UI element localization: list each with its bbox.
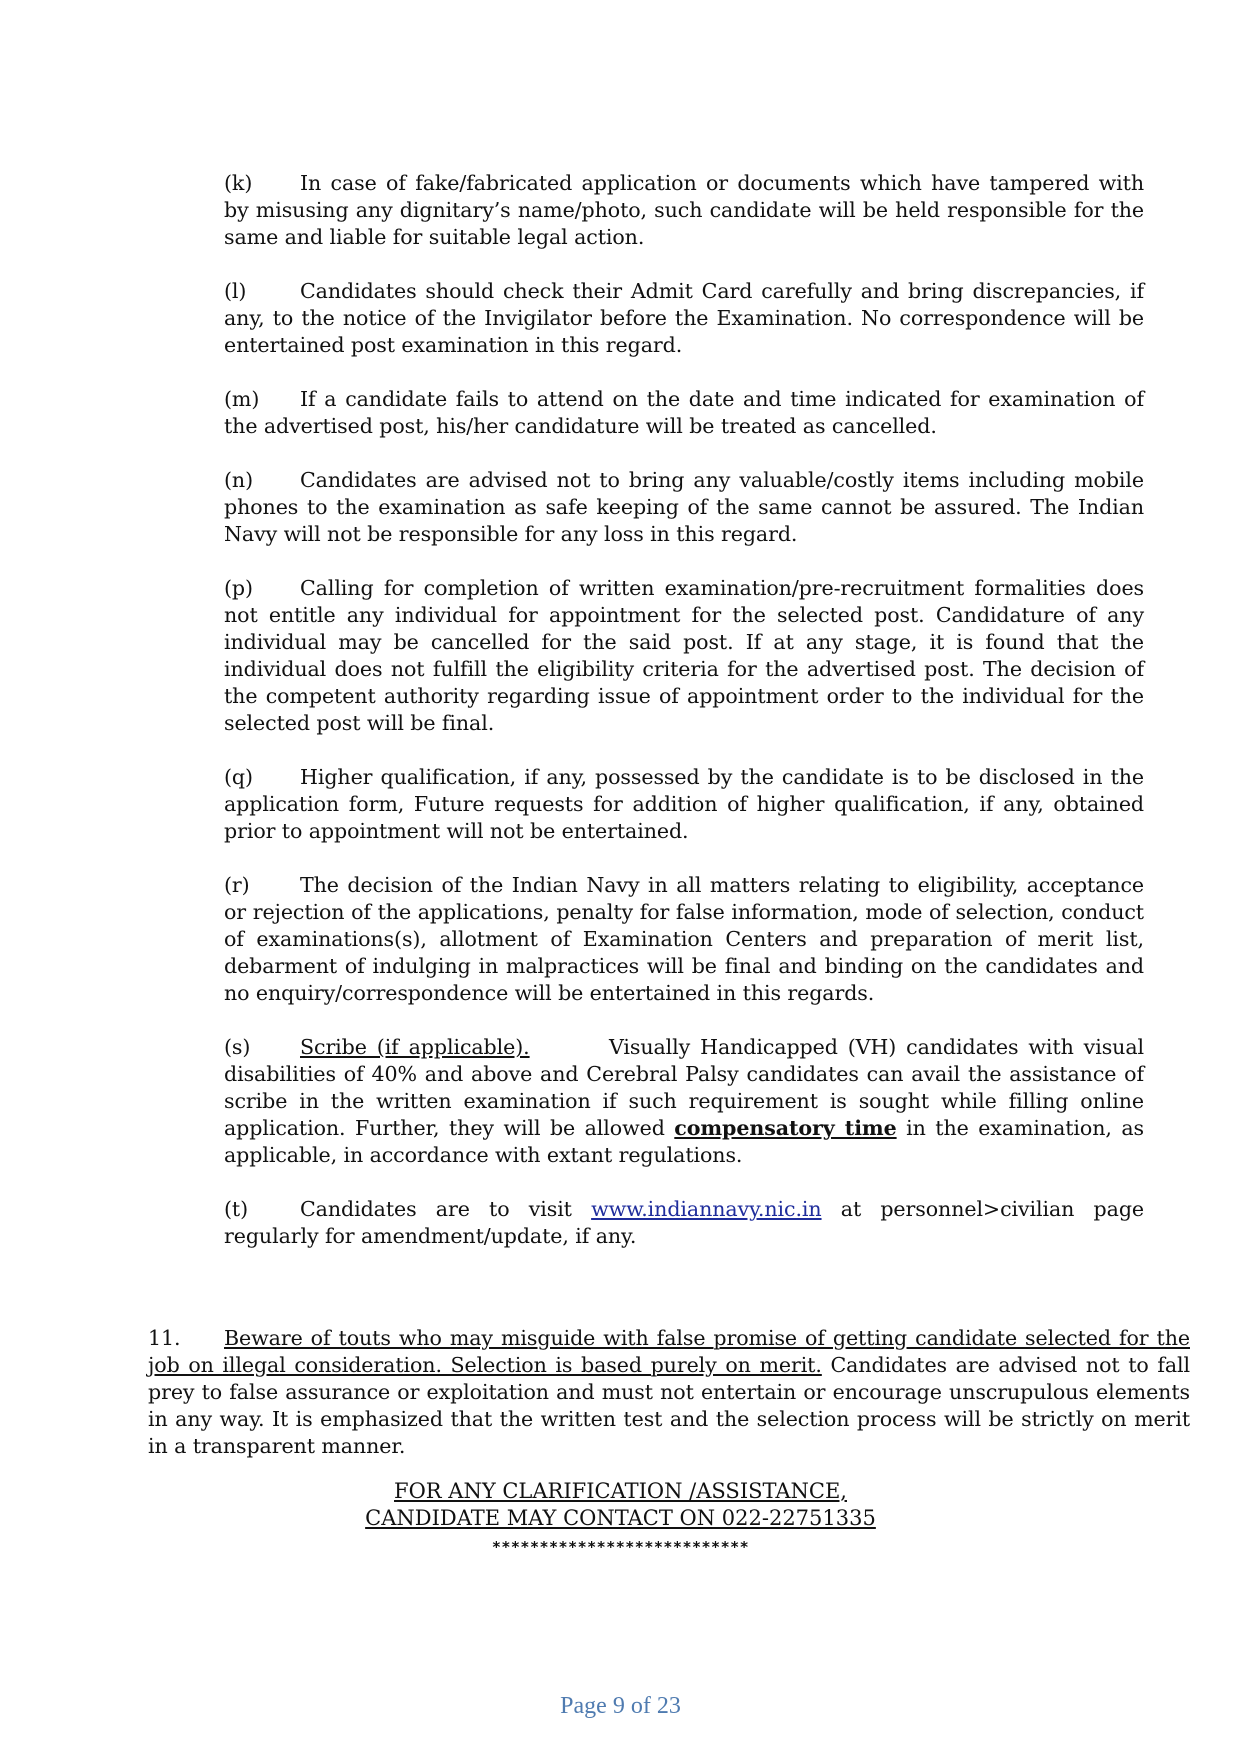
clause-text: Candidates are to visit: [300, 1197, 592, 1221]
clause-k: [224, 170, 1144, 251]
page-number-footer: Page 9 of 23: [560, 1693, 681, 1719]
contact-block: [0, 1478, 1241, 1532]
clause-text: Candidates are advised not to bring any valuable/costly items including mobile phones to the examination as safe keeping of the same cannot be assured. The Indian Navy will not be responsible for any loss in this regard.: [224, 468, 1144, 546]
instructions-list: [224, 170, 1144, 1277]
separator-asterisks: ***************************: [491, 1538, 750, 1556]
clause-heading: Scribe (if applicable).: [300, 1035, 530, 1059]
clause-q: [224, 764, 1144, 845]
contact-line-2: CANDIDATE MAY CONTACT ON 022-22751335: [365, 1506, 876, 1530]
clause-label: (m): [224, 387, 260, 411]
clause-r: [224, 872, 1144, 1007]
clause-text: In case of fake/fabricated application or documents which have tampered with by misusing any dignitary’s name/photo, such candidate will be held responsible for the same and liable for suitable legal action.: [224, 171, 1144, 249]
clause-l: [224, 278, 1144, 359]
clause-t: [224, 1196, 1144, 1250]
clause-text: The decision of the Indian Navy in all matters relating to eligibility, acceptance or rejection of the applications, penalty for false information, mode of selection, conduct of examinations(s), allotment of Examination Centers and preparation of merit list, debarment of indulging in malpractices will be final and binding on the candidates and no enquiry/correspondence will be entertained in this regards.: [224, 873, 1144, 1005]
clause-text-end: at personnel>civilian page regularly for amendment/update, if any.: [224, 1197, 1144, 1248]
clause-label: (k): [224, 171, 253, 195]
clause-s: [224, 1034, 1144, 1169]
emphasis-text: compensatory time: [674, 1116, 897, 1140]
clause-label: (p): [224, 576, 253, 600]
clause-label: (t): [224, 1197, 249, 1221]
clause-text: Visually Handicapped (VH) candidates with visual disabilities of 40% and above and Cerebral Palsy candidates can avail the assistance of scribe in the written examination if such requirement is sought while filling online application. Further, they will be allowed: [224, 1035, 1144, 1140]
clause-label: (q): [224, 765, 253, 789]
paragraph-text: Candidates are advised not to fall prey to false assurance or exploitation and must not entertain or encourage unscrupulous elements in any way. It is emphasized that the written test and the selection process will be strictly on merit in a transparent manner.: [148, 1352, 1190, 1458]
clause-label: (r): [224, 873, 250, 897]
clause-m: [224, 386, 1144, 440]
clause-label: (l): [224, 279, 247, 303]
warning-text: Beware of touts who may misguide with false promise of getting candidate selected for the job on illegal consideration. Selection is based purely on merit.: [148, 1325, 1190, 1377]
navy-website-link[interactable]: www.indiannavy.nic.in: [591, 1197, 822, 1221]
clause-text-end: in the examination, as applicable, in accordance with extant regulations.: [224, 1116, 1144, 1167]
paragraph-11: [148, 1325, 1190, 1460]
clause-text: Calling for completion of written examination/pre-recruitment formalities does not entitle any individual for appointment for the selected post. Candidature of any individual may be cancelled for the said post. If at any stage, it is found that the individual does not fulfill the eligibility criteria for the advertised post. The decision of the competent authority regarding issue of appointment order to the individual for the selected post will be final.: [224, 576, 1144, 735]
clause-text: Candidates should check their Admit Card carefully and bring discrepancies, if any, to the notice of the Invigilator before the Examination. No correspondence will be entertained post examination in this regard.: [224, 279, 1144, 357]
contact-line-1: FOR ANY CLARIFICATION /ASSISTANCE,: [394, 1479, 847, 1503]
clause-text: Higher qualification, if any, possessed by the candidate is to be disclosed in the application form, Future requests for addition of higher qualification, if any, obtained prior to appointment will not be entertained.: [224, 765, 1144, 843]
clause-label: (n): [224, 468, 254, 492]
clause-text: If a candidate fails to attend on the date and time indicated for examination of the advertised post, his/her candidature will be treated as cancelled.: [224, 387, 1144, 438]
clause-label: (s): [224, 1035, 251, 1059]
clause-n: [224, 467, 1144, 548]
clause-p: [224, 575, 1144, 737]
paragraph-number: 11.: [148, 1325, 181, 1350]
